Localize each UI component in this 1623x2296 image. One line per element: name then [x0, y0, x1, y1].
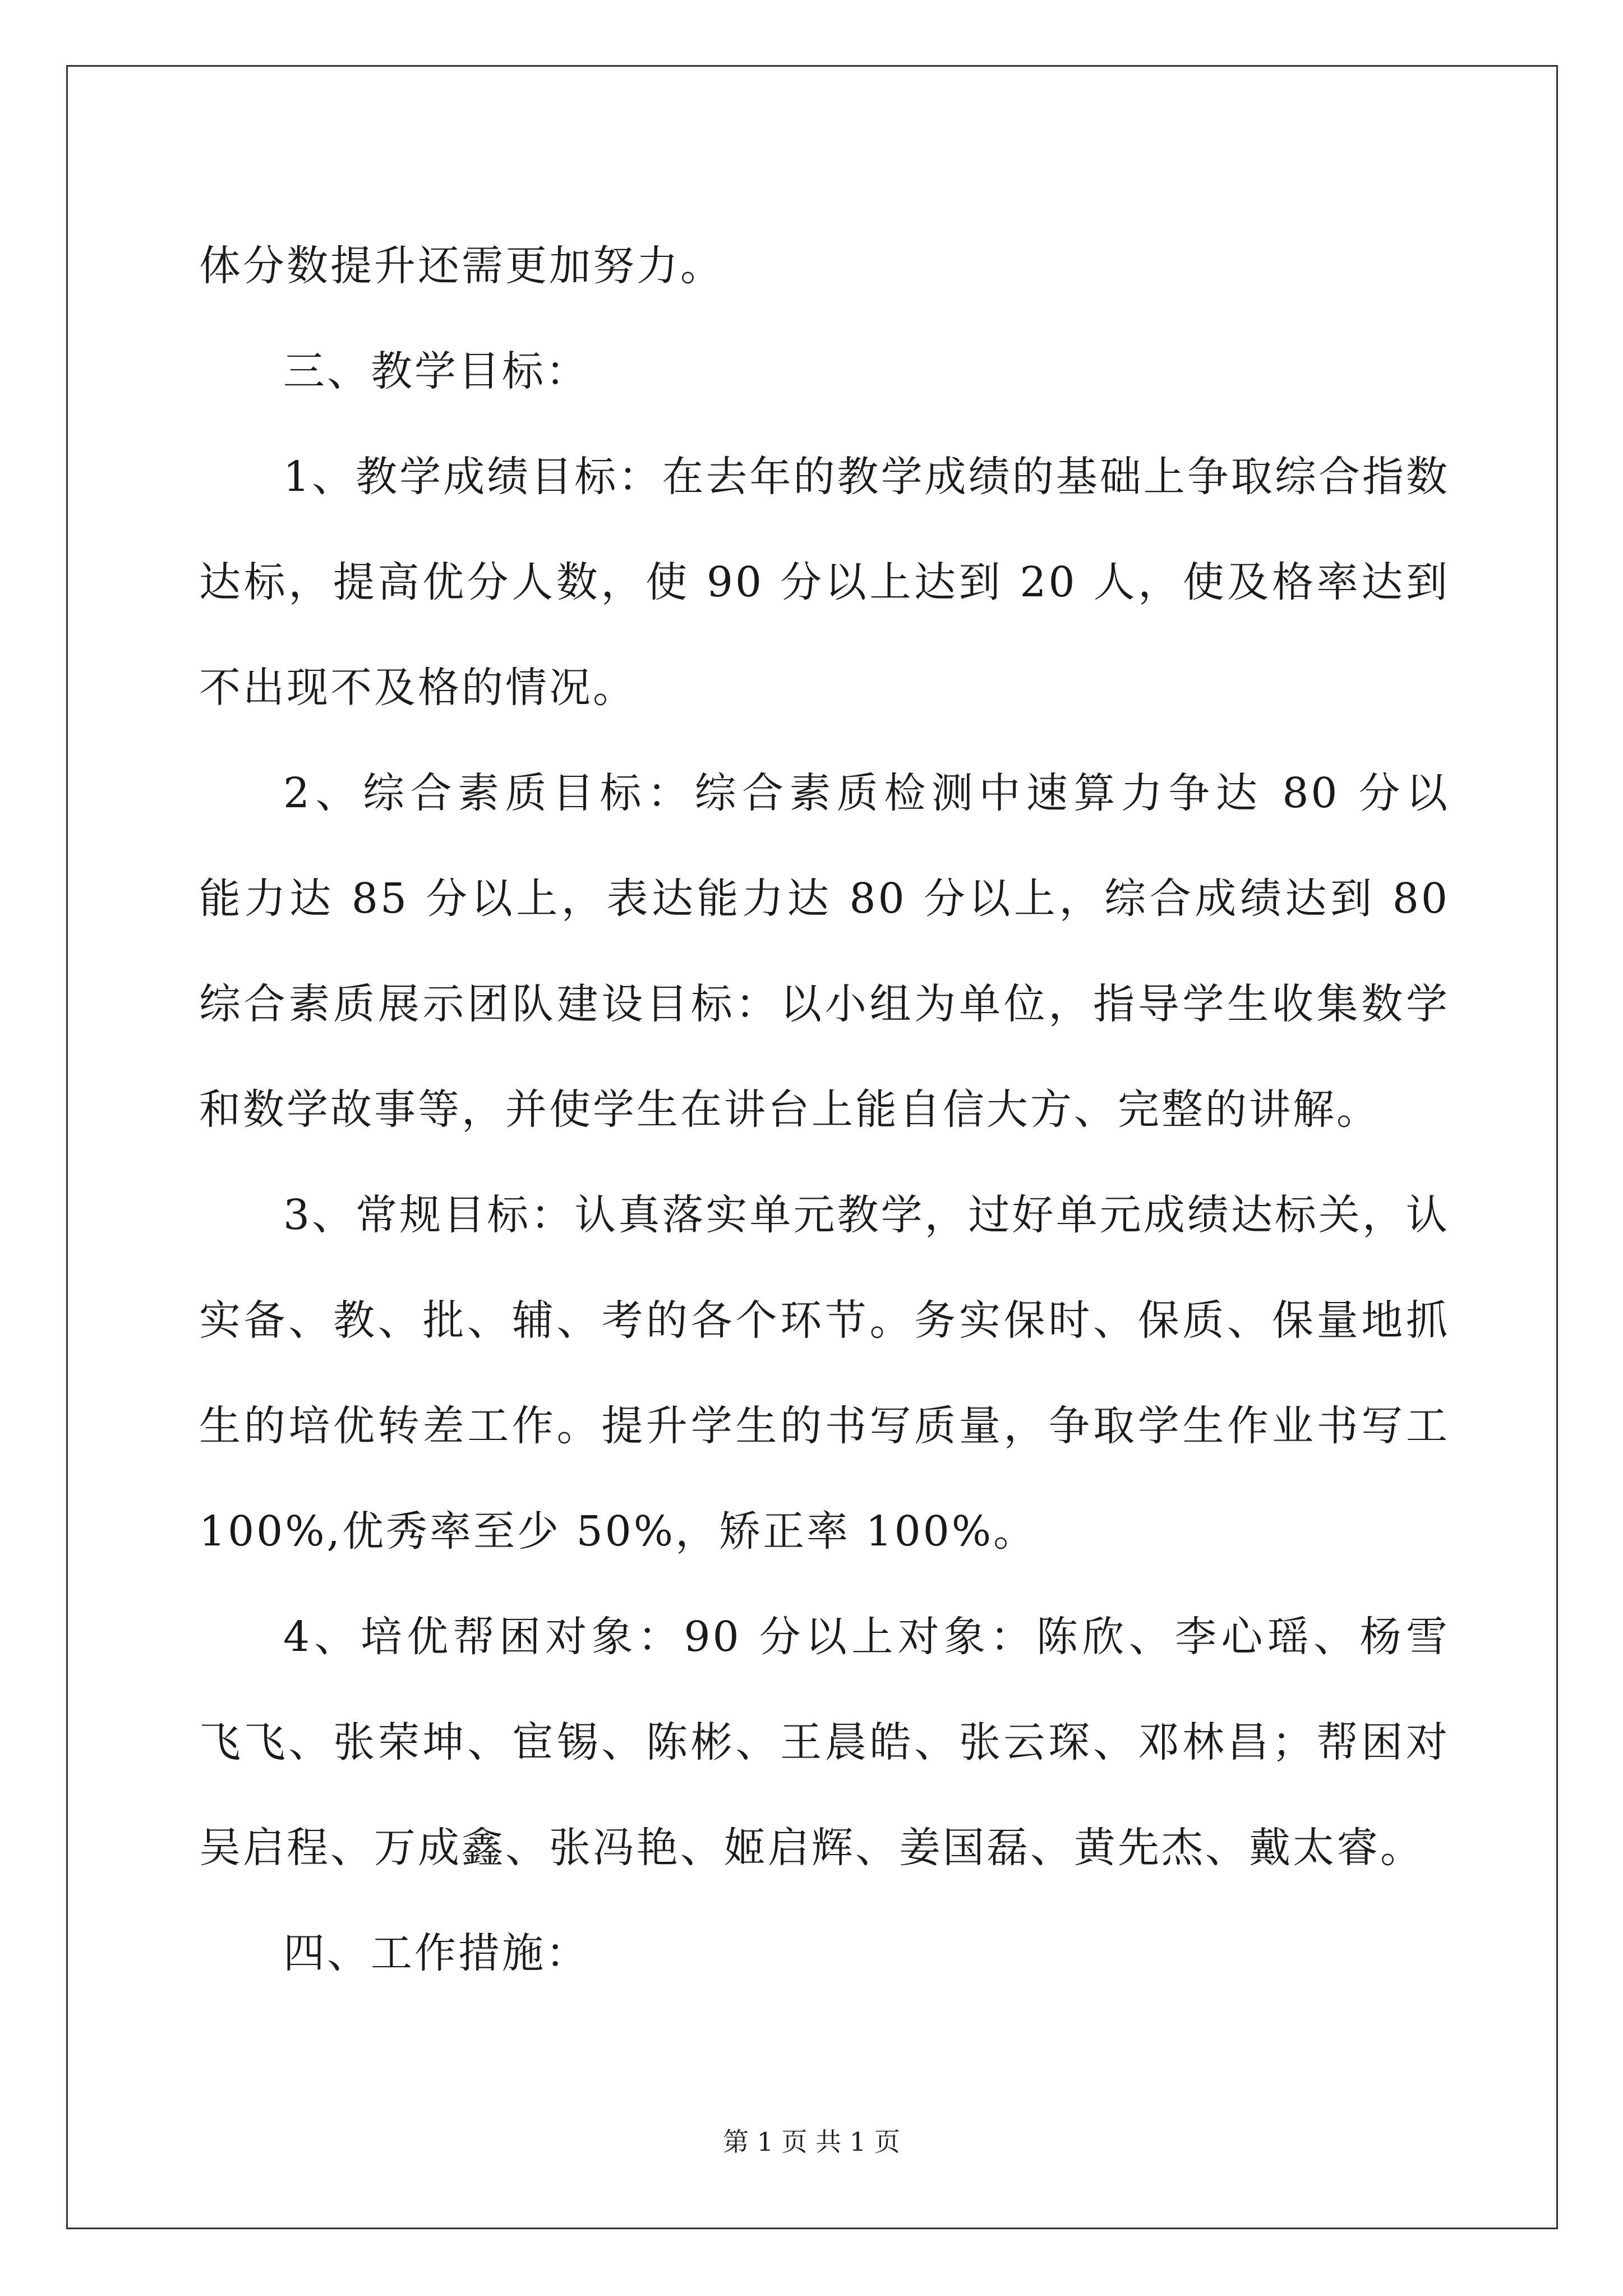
section-heading: 三、教学目标：	[283, 347, 589, 395]
paragraph-line: 4、培优帮困对象：90 分以上对象：陈欣、李心瑶、杨雪	[283, 1613, 1450, 1661]
section-heading: 四、工作措施：	[283, 1929, 589, 1977]
paragraph-line: 1、教学成绩目标：在去年的教学成绩的基础上争取综合指数	[283, 453, 1450, 501]
paragraph-line: 2、综合素质目标：综合素质检测中速算力争达 80 分以	[283, 769, 1450, 817]
paragraph-line: 吴启程、万成鑫、张冯艳、姬启辉、姜国磊、黄先杰、戴太睿。	[199, 1824, 1424, 1872]
document-body	[199, 213, 1450, 2006]
paragraph-line: 综合素质展示团队建设目标：以小组为单位，指导学生收集数学	[199, 980, 1450, 1028]
paragraph-line: 能力达 85 分以上，表达能力达 80 分以上，综合成绩达到 80	[199, 875, 1450, 923]
paragraph-line: 100%,优秀率至少 50%，矫正率 100%。	[199, 1507, 1038, 1556]
page-number: 第 1 页 共 1 页	[723, 2127, 900, 2157]
paragraph-line: 实备、教、批、辅、考的各个环节。务实保时、保质、保量地抓	[199, 1296, 1450, 1345]
paragraph-line: 体分数提升还需更加努力。	[199, 242, 724, 290]
paragraph-line: 不出现不及格的情况。	[199, 664, 637, 712]
paragraph-line: 达标，提高优分人数，使 90 分以上达到 20 人，使及格率达到	[199, 558, 1450, 606]
paragraph-line: 生的培优转差工作。提升学生的书写质量，争取学生作业书写工	[199, 1402, 1450, 1450]
paragraph-line: 和数学故事等，并使学生在讲台上能自信大方、完整的讲解。	[199, 1085, 1380, 1134]
paragraph-line: 飞飞、张荣坤、宦锡、陈彬、王晨皓、张云琛、邓林昌；帮困对	[199, 1718, 1450, 1766]
paragraph-line: 3、常规目标：认真落实单元教学，过好单元成绩达标关，认	[283, 1191, 1450, 1239]
